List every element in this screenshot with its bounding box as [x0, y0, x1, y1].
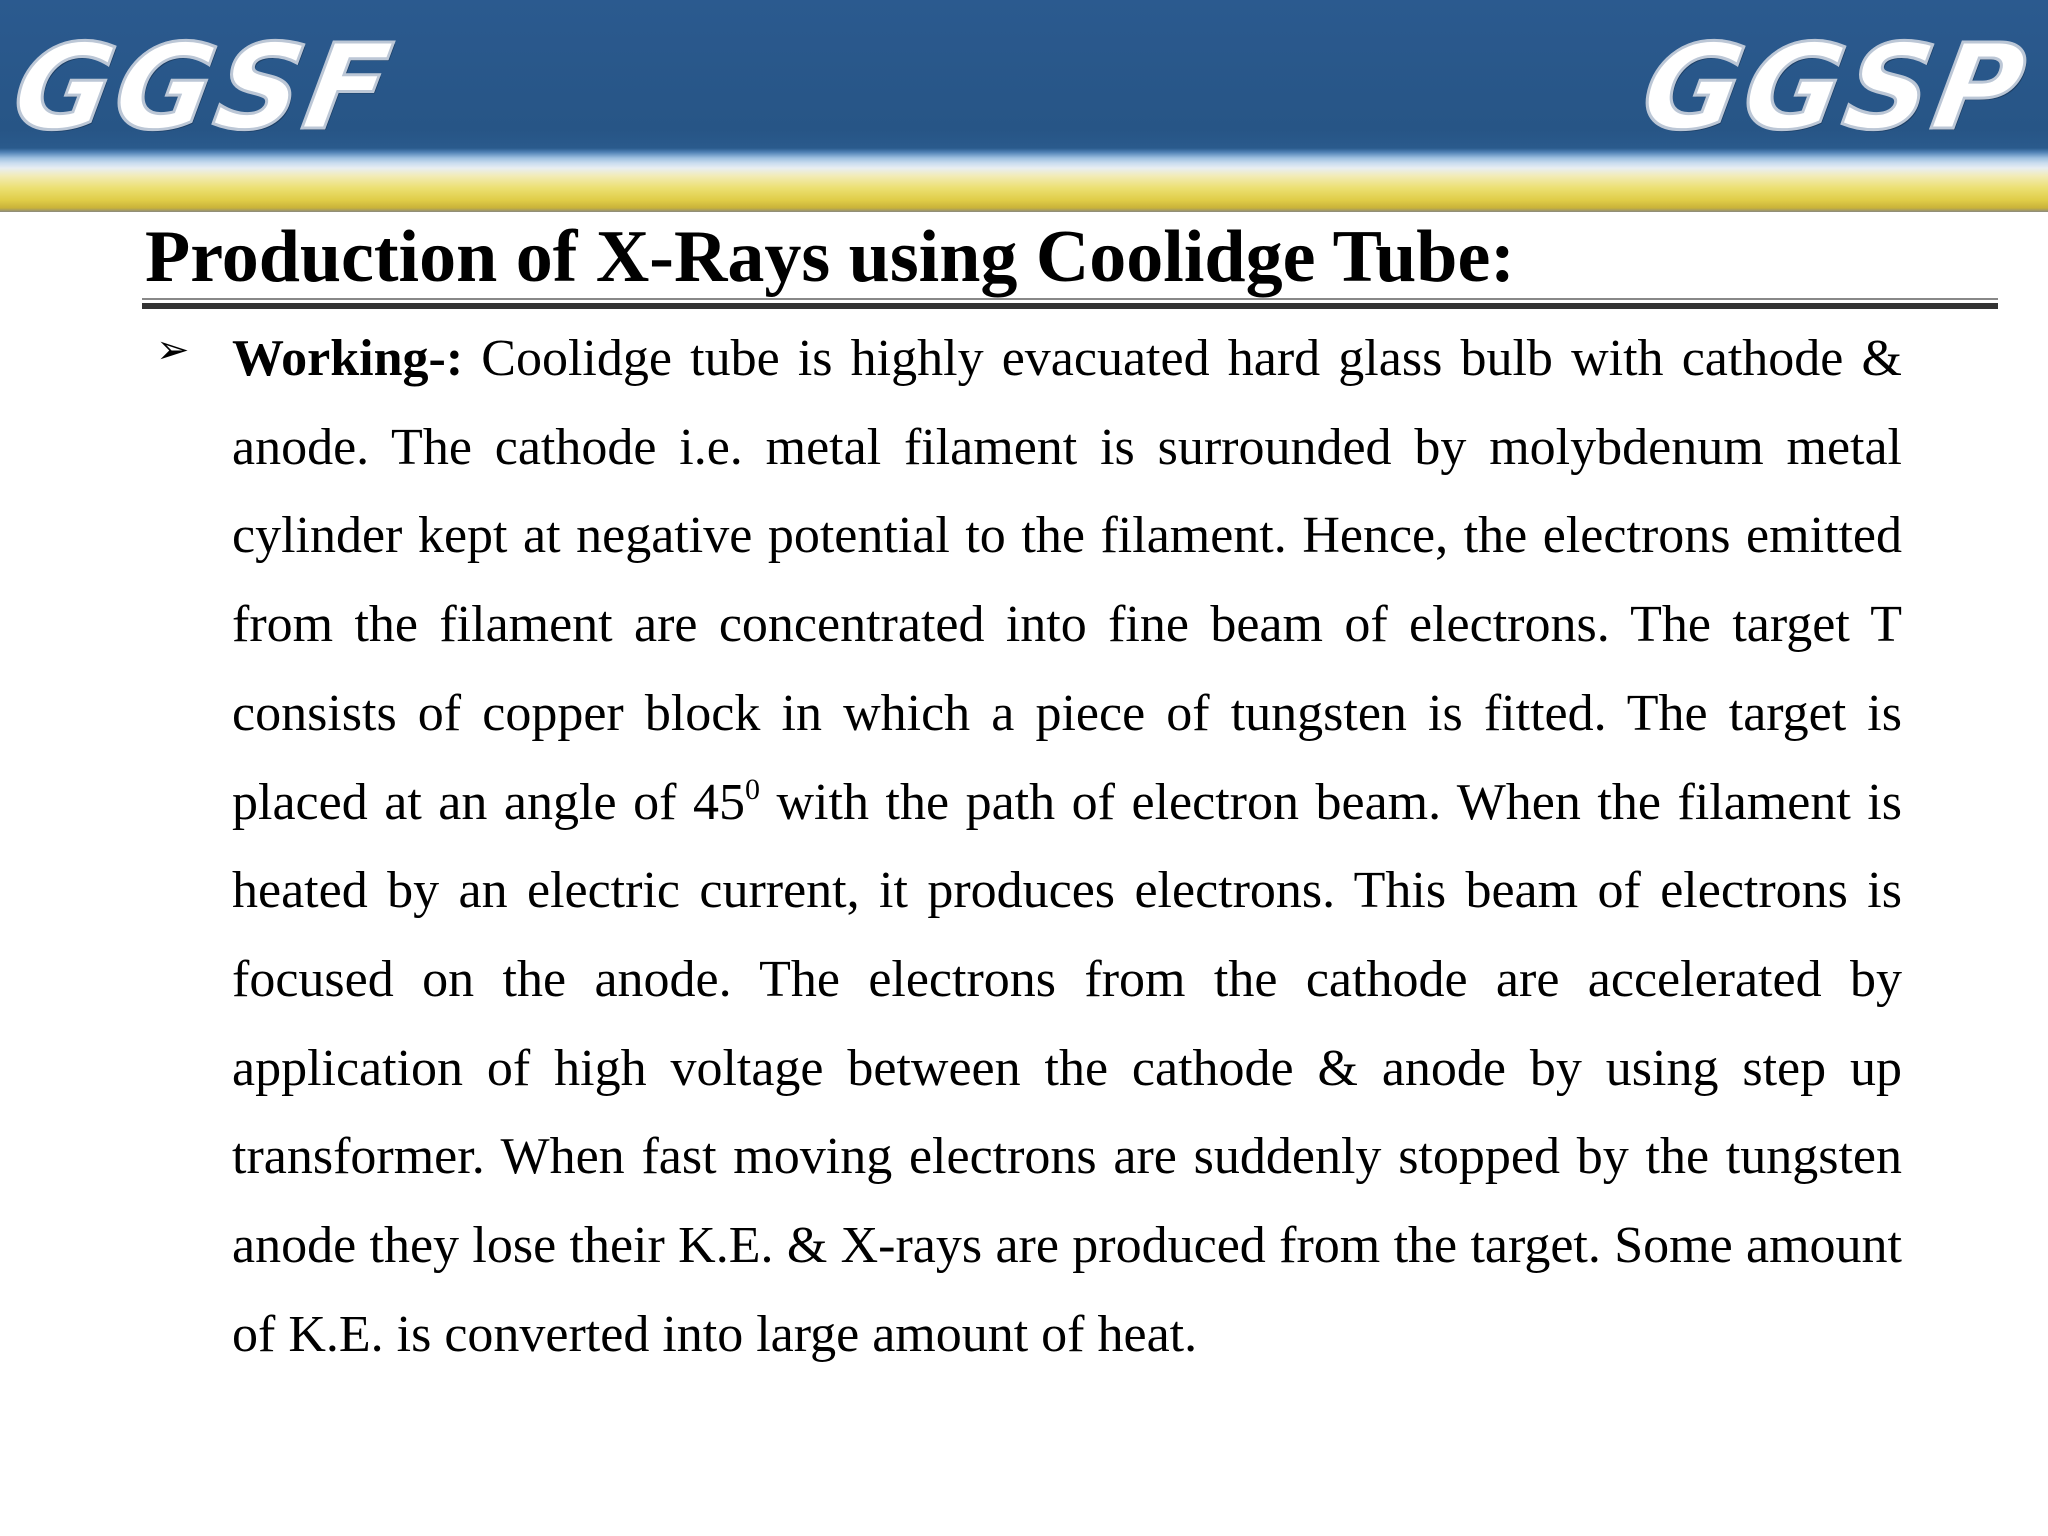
- working-label: Working-:: [232, 330, 464, 387]
- logo-left: GGSF: [3, 18, 404, 156]
- working-paragraph: [232, 315, 1902, 1379]
- title-underline-thin: [142, 298, 1998, 300]
- paragraph-text-part2: with the path of electron beam. When the filament is heated by an electric current, it produces electrons. This beam of electrons is focused on the anode. The electrons from the cathode are accelerated by application of high voltage between the cathode & anode by using step up transformer. When fast moving electrons are suddenly stopped by the tungsten anode they lose their K.E. & X-rays are produced from the target. Some amount of K.E. is converted into large amount of heat.: [232, 773, 1902, 1363]
- logo-right: GGSP: [1632, 18, 2039, 156]
- degree-superscript: 0: [744, 772, 760, 806]
- paragraph-text-part1: Coolidge tube is highly evacuated hard glass bulb with cathode & anode. The cathode i.e. metal filament is surrounded by molybdenum metal cylinder kept at negative potential to the filament. Hence, the electrons emitted from the filament are concentrated into fine beam of electrons. The target T consists of copper block in which a piece of tungsten is fitted. The target is placed at an angle of 45: [232, 330, 1902, 831]
- header-banner: [0, 0, 2048, 212]
- slide-title: Production of X-Rays using Coolidge Tube:: [145, 216, 1515, 298]
- title-underline: [142, 303, 1998, 309]
- arrowhead-bullet-icon: ➢: [156, 327, 190, 373]
